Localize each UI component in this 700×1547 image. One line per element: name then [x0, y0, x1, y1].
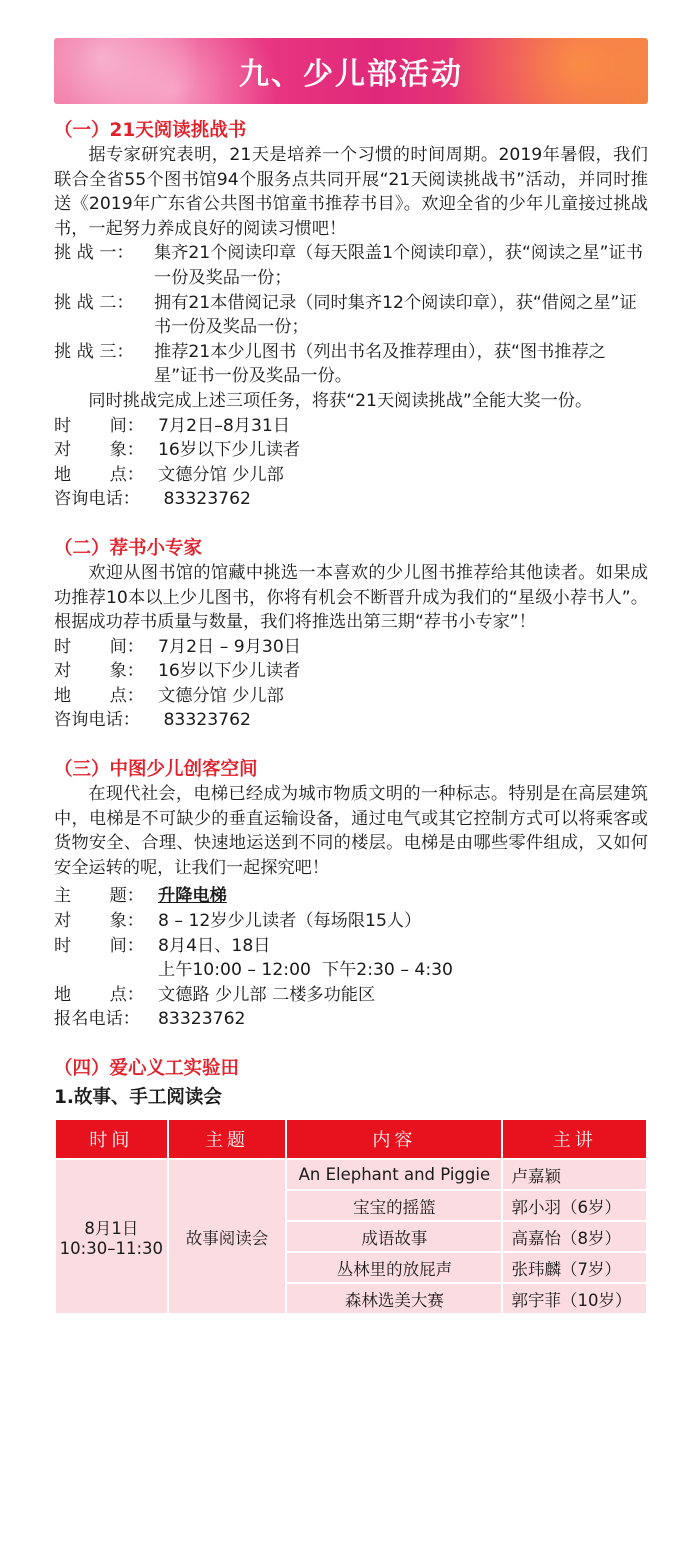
info-key: 间：: [109, 415, 144, 436]
info-key: 时: [54, 636, 72, 657]
info-key: 对: [54, 440, 72, 461]
info-key: 地: [54, 685, 72, 706]
info-key: 点：: [109, 464, 144, 485]
section-volunteer: [54, 1056, 648, 1315]
section-maker-space: [54, 757, 648, 1032]
speaker-cell: 郭小羽（6岁）: [502, 1190, 647, 1221]
info-value: 文德分馆 少儿部: [158, 464, 284, 485]
info-row-time: [54, 414, 648, 439]
challenge-label: 挑 战 一：: [54, 243, 134, 264]
section-intro: 据专家研究表明，21天是培养一个习惯的时间周期。2019年暑假，我们联合全省55个图书馆94个服务点共同开展“21天阅读挑战书”活动，并同时推送《2019年广东省公共图书馆童书推荐书目》。欢迎全省的少年儿童接过挑战书，一起努力养成良好的阅读习惯吧！: [54, 145, 648, 239]
info-key: 象：: [109, 661, 144, 682]
section-banner: [54, 38, 648, 104]
theme-cell: 故事阅读会: [168, 1159, 287, 1314]
info-key: 对: [54, 911, 72, 932]
section-book-recommend: [54, 536, 648, 733]
info-key: 咨询电话：: [54, 710, 140, 731]
section-reading-challenge: [54, 118, 648, 512]
content-cell: An Elephant and Piggie: [286, 1159, 502, 1190]
info-value: 8月4日、18日: [158, 935, 271, 956]
content-cell: 森林选美大赛: [286, 1283, 502, 1314]
info-key: 地: [54, 984, 72, 1005]
info-key: 间：: [109, 935, 144, 956]
table-header: 时间: [55, 1119, 168, 1159]
section-outro: 同时挑战完成上述三项任务，将获“21天阅读挑战”全能大奖一份。: [88, 390, 593, 411]
info-value: 文德路 少儿部 二楼多功能区: [158, 984, 376, 1005]
info-value: 83323762: [158, 489, 251, 510]
speaker-cell: 张玮麟（7岁）: [502, 1252, 647, 1283]
table-header: 主讲: [502, 1119, 647, 1159]
info-key: 点：: [109, 685, 144, 706]
section-title: （四）爱心义工实验田: [54, 1058, 240, 1079]
info-value: 16岁以下少儿读者: [158, 661, 301, 682]
info-value: 上午10:00 – 12:00 下午2:30 – 4:30: [158, 960, 453, 981]
table-row: [55, 1159, 647, 1190]
speaker-cell: 高嘉怡（8岁）: [502, 1221, 647, 1252]
section-intro: 欢迎从图书馆的馆藏中挑选一本喜欢的少儿图书推荐给其他读者。如果成功推荐10本以上少儿图书，你将有机会不断晋升成为我们的“星级小荐书人”。根据成功荐书质量与数量，我们将推选出第三期“荐书小专家”！: [54, 562, 648, 633]
challenge-text: 拥有21本借阅记录（同时集齐12个阅读印章），获“借阅之星”证书一份及奖品一份；: [154, 292, 637, 338]
info-key: 点：: [109, 984, 144, 1005]
challenge-item: [54, 241, 648, 290]
info-value: 83323762: [158, 1009, 246, 1030]
info-row-target: [54, 438, 648, 463]
info-value: 7月2日 – 9月30日: [158, 636, 301, 657]
section-title: （二）荐书小专家: [54, 537, 203, 559]
info-row-place: [54, 463, 648, 488]
challenge-label: 挑 战 二：: [54, 292, 134, 313]
content-cell: 宝宝的摇篮: [286, 1190, 502, 1221]
time-text: 10:30–11:30: [59, 1239, 164, 1258]
table-header: 内容: [286, 1119, 502, 1159]
info-value: 文德分馆 少儿部: [158, 685, 284, 706]
theme-value: 升降电梯: [158, 886, 227, 907]
info-key: 时: [54, 935, 72, 956]
speaker-cell: 郭宇菲（10岁）: [502, 1283, 647, 1314]
info-value: 8 – 12岁少儿读者（每场限15人）: [158, 911, 422, 932]
speaker-cell: 卢嘉颖: [502, 1159, 647, 1190]
challenge-text: 集齐21个阅读印章（每天限盖1个阅读印章），获“阅读之星”证书一份及奖品一份；: [154, 243, 643, 288]
content-cell: 成语故事: [286, 1221, 502, 1252]
info-row-phone: [54, 1007, 648, 1032]
challenge-item: [54, 340, 648, 389]
section-title: （三）中图少儿创客空间: [54, 759, 258, 781]
challenge-label: 挑 战 三：: [54, 341, 134, 362]
info-row-theme: [54, 884, 648, 909]
info-row-target: [54, 909, 648, 934]
table-header: 主题: [168, 1119, 287, 1159]
info-key: 象：: [109, 911, 144, 932]
info-key: 主: [54, 886, 72, 907]
info-row-place: [54, 684, 648, 709]
info-key: 题：: [109, 886, 144, 907]
sub-title: 1.故事、手工阅读会: [54, 1087, 222, 1108]
info-key: 咨询电话：: [54, 489, 140, 510]
banner-title: 九、少儿部活动: [239, 57, 463, 92]
info-value: 7月2日–8月31日: [158, 415, 291, 436]
schedule-table: [54, 1118, 648, 1315]
date-cell: [55, 1159, 168, 1314]
info-key: 时: [54, 415, 72, 436]
info-row-time: [54, 934, 648, 983]
info-row-place: [54, 983, 648, 1008]
challenge-item: [54, 291, 648, 340]
info-row-time: [54, 635, 648, 660]
info-row-target: [54, 659, 648, 684]
challenge-text: 推荐21本少儿图书（列出书名及推荐理由），获“图书推荐之星”证书一份及奖品一份。: [154, 341, 606, 387]
info-key: 间：: [109, 636, 144, 657]
date-text: 8月1日: [84, 1219, 139, 1238]
info-key: 对: [54, 661, 72, 682]
section-intro: 在现代社会，电梯已经成为城市物质文明的一种标志。特别是在高层建筑中，电梯是不可缺少的垂直运输设备，通过电气或其它控制方式可以将乘客或货物安全、合理、快速地运送到不同的楼层。电梯是由哪些零件组成，又如何安全运转的呢，让我们一起探究吧！: [54, 784, 648, 878]
info-key: 报名电话：: [54, 1009, 140, 1030]
page: [54, 38, 648, 1315]
info-row-phone: [54, 487, 648, 512]
info-value: 83323762: [158, 710, 251, 731]
table-header-row: [55, 1119, 647, 1159]
section-title: （一）21天阅读挑战书: [54, 120, 247, 141]
info-key: 地: [54, 464, 72, 485]
info-value: 16岁以下少儿读者: [158, 440, 301, 461]
info-row-phone: [54, 708, 648, 733]
content-cell: 丛林里的放屁声: [286, 1252, 502, 1283]
info-key: 象：: [109, 440, 144, 461]
